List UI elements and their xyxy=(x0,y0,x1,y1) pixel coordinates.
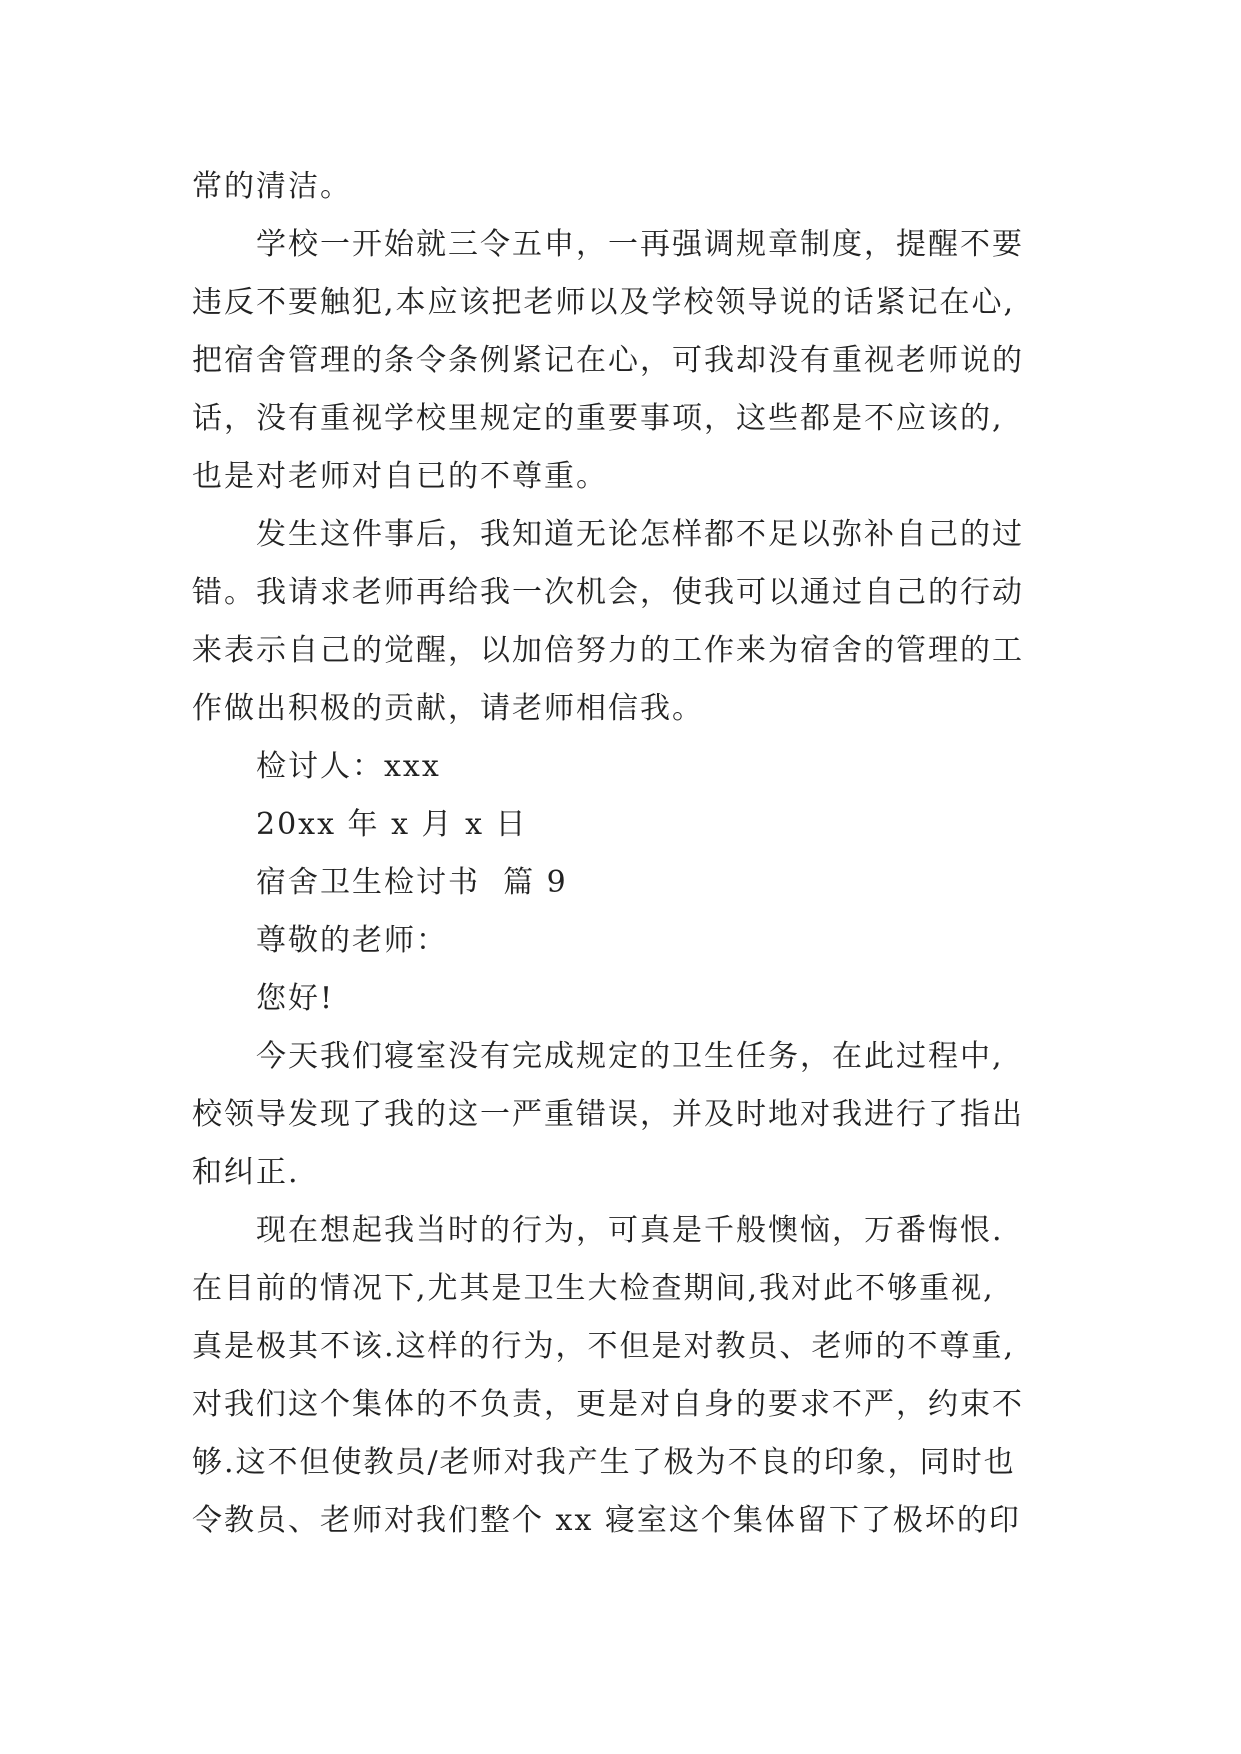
document-body xyxy=(192,158,1072,1550)
text-line: 把宿舍管理的条令条例紧记在心，可我却没有重视老师说的 xyxy=(192,343,1024,378)
text-line: 作做出积极的贡献，请老师相信我。 xyxy=(192,691,704,726)
text-line: 话，没有重视学校里规定的重要事项，这些都是不应该的, xyxy=(192,401,1004,436)
text-line: 现在想起我当时的行为，可真是千般懊恼，万番悔恨. xyxy=(256,1213,1004,1248)
text-line: 常的清洁。 xyxy=(192,169,352,204)
text-line: 发生这件事后，我知道无论怎样都不足以弥补自己的过 xyxy=(256,517,1024,552)
text-line: 校领导发现了我的这一严重错误，并及时地对我进行了指出 xyxy=(192,1097,1024,1132)
text-line: 令教员、老师对我们整个 xx 寝室这个集体留下了极坏的印 xyxy=(192,1503,1021,1538)
text-line: 您好! xyxy=(256,981,335,1016)
text-line: 来表示自己的觉醒，以加倍努力的工作来为宿舍的管理的工 xyxy=(192,633,1024,668)
text-line: 尊敬的老师： xyxy=(256,923,448,958)
text-line: 今天我们寝室没有完成规定的卫生任务，在此过程中, xyxy=(256,1039,1004,1074)
text-line: 在目前的情况下,尤其是卫生大检查期间,我对此不够重视, xyxy=(192,1271,995,1306)
text-line: 对我们这个集体的不负责，更是对自身的要求不严，约束不 xyxy=(192,1387,1024,1422)
text-line: 也是对老师对自已的不尊重。 xyxy=(192,459,608,494)
text-line: 违反不要触犯,本应该把老师以及学校领导说的话紧记在心, xyxy=(192,285,1016,320)
text-line: 够.这不但使教员/老师对我产生了极为不良的印象，同时也 xyxy=(192,1445,1016,1480)
text-line: 宿舍卫生检讨书 篇 9 xyxy=(256,865,568,900)
text-line: 和纠正. xyxy=(192,1155,300,1190)
text-line: 真是极其不该.这样的行为，不但是对教员、老师的不尊重, xyxy=(192,1329,1016,1364)
text-line: 学校一开始就三令五申，一再强调规章制度，提醒不要 xyxy=(256,227,1024,262)
text-line: 错。我请求老师再给我一次机会，使我可以通过自己的行动 xyxy=(192,575,1024,610)
text-line: 检讨人：xxx xyxy=(256,749,441,784)
text-line: 20xx 年 x 月 x 日 xyxy=(256,807,528,842)
